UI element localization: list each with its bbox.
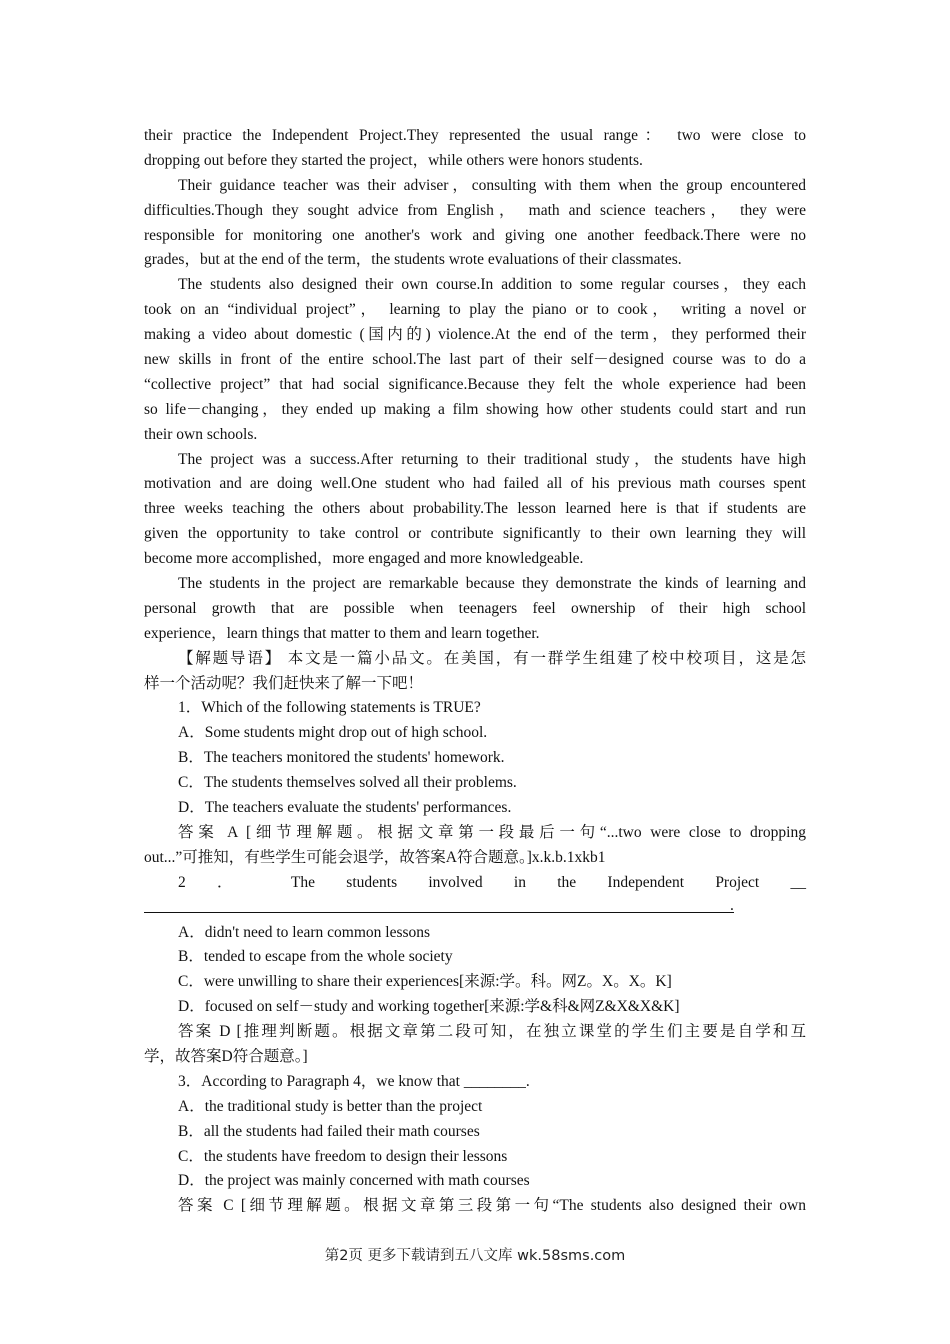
text-line: 答案 C [细节理解题。根据文章第三段第一句“The students also designed their own bbox=[178, 1197, 806, 1215]
text-line: 1．Which of the following statements is TRUE? bbox=[178, 699, 481, 717]
text-line: A．the traditional study is better than the project bbox=[178, 1097, 483, 1115]
text-line: 样一个活动呢？我们赶快来了解一下吧！ bbox=[144, 674, 424, 692]
text-line: C．the students have freedom to design their lessons bbox=[178, 1147, 508, 1165]
text-line: responsible for monitoring one another's work and giving one another feedback.There were no bbox=[144, 226, 806, 244]
text-line: D．the project was mainly concerned with math courses bbox=[178, 1172, 530, 1190]
text-line: making a video about domestic (国内的) violence.At the end of the term，they performed their bbox=[144, 326, 806, 344]
text-line: C．The students themselves solved all their problems. bbox=[178, 774, 517, 792]
text-line: so life－changing，they ended up making a film showing how other students could start and run bbox=[144, 400, 806, 418]
text-line: 学，故答案D符合题意。] bbox=[144, 1047, 308, 1065]
text-line: C．were unwilling to share their experiences[来源:学。科。网Z。X。X。K] bbox=[178, 973, 672, 991]
text-line: three weeks teaching the others about probability.The lesson learned here is that if students are bbox=[144, 500, 806, 518]
text-line: A．Some students might drop out of high school. bbox=[178, 724, 488, 742]
text-line: motivation and are doing well.One student who had failed all of his previous math courses spent bbox=[144, 475, 806, 493]
text-line: B．The teachers monitored the students' homework. bbox=[178, 749, 505, 767]
text-line: difficulties.Though they sought advice from English， math and science teachers， they were bbox=[144, 201, 806, 219]
text-line: The students in the project are remarkable because they demonstrate the kinds of learning and bbox=[178, 575, 806, 593]
text-line: become more accomplished，more engaged and more knowledgeable. bbox=[144, 550, 584, 568]
text-line: D．focused on self－study and working together[来源:学&科&网Z&X&X&K] bbox=[178, 998, 680, 1016]
text-line: 答案 D [推理判断题。根据文章第二段可知，在独立课堂的学生们主要是自学和互 bbox=[178, 1023, 806, 1041]
blank-end: . bbox=[730, 896, 734, 914]
text-line: their own schools. bbox=[144, 425, 258, 443]
text-line: The students also designed their own course.In addition to some regular courses，they each bbox=[178, 276, 806, 294]
text-line: B．tended to escape from the whole society bbox=[178, 948, 453, 966]
text-line: The project was a success.After returning to their traditional study，the students have high bbox=[178, 450, 806, 468]
text-line: experience，learn things that matter to them and learn together. bbox=[144, 624, 540, 642]
text-line: personal growth that are possible when teenagers feel ownership of their high school bbox=[144, 599, 806, 617]
text-line: took on an “individual project”， learning to play the piano or to cook， writing a novel or bbox=[144, 301, 806, 319]
text-line: A．didn't need to learn common lessons bbox=[178, 923, 431, 941]
text-line: given the opportunity to take control or contribute significantly to their own learning they will bbox=[144, 525, 806, 543]
text-line: out...”可推知，有些学生可能会退学，故答案A符合题意。]x.k.b.1xkb1 bbox=[144, 848, 606, 866]
page-footer: 第2页 更多下载请到五八文库 wk.58sms.com bbox=[324, 1248, 626, 1264]
text-line: 3．According to Paragraph 4，we know that ________. bbox=[178, 1072, 530, 1090]
text-line: dropping out before they started the project，while others were honors students. bbox=[144, 151, 643, 169]
text-line: 2 ． The students involved in the Independent Project __ bbox=[178, 873, 806, 891]
text-line: “collective project” that had social significance.Because they felt the whole experience had been bbox=[144, 375, 806, 393]
text-line: 答案 A [细节理解题。根据文章第一段最后一句“...two were close to dropping bbox=[178, 823, 806, 841]
text-line: D．The teachers evaluate the students' performances. bbox=[178, 799, 512, 817]
answer-blank-line bbox=[144, 896, 806, 921]
text-line: B．all the students had failed their math courses bbox=[178, 1122, 480, 1140]
text-line: new skills in front of the entire school.The last part of their self－designed course was to do a bbox=[144, 351, 806, 369]
text-line: 【解题导语】 本文是一篇小品文。在美国，有一群学生组建了校中校项目，这是怎 bbox=[178, 649, 806, 667]
text-line: their practice the Independent Project.They represented the usual range： two were close to bbox=[144, 127, 806, 144]
text-line: grades，but at the end of the term，the students wrote evaluations of their classmates. bbox=[144, 251, 682, 269]
document-body bbox=[144, 124, 806, 1219]
text-line: Their guidance teacher was their adviser，consulting with them when the group encountered bbox=[178, 176, 806, 194]
